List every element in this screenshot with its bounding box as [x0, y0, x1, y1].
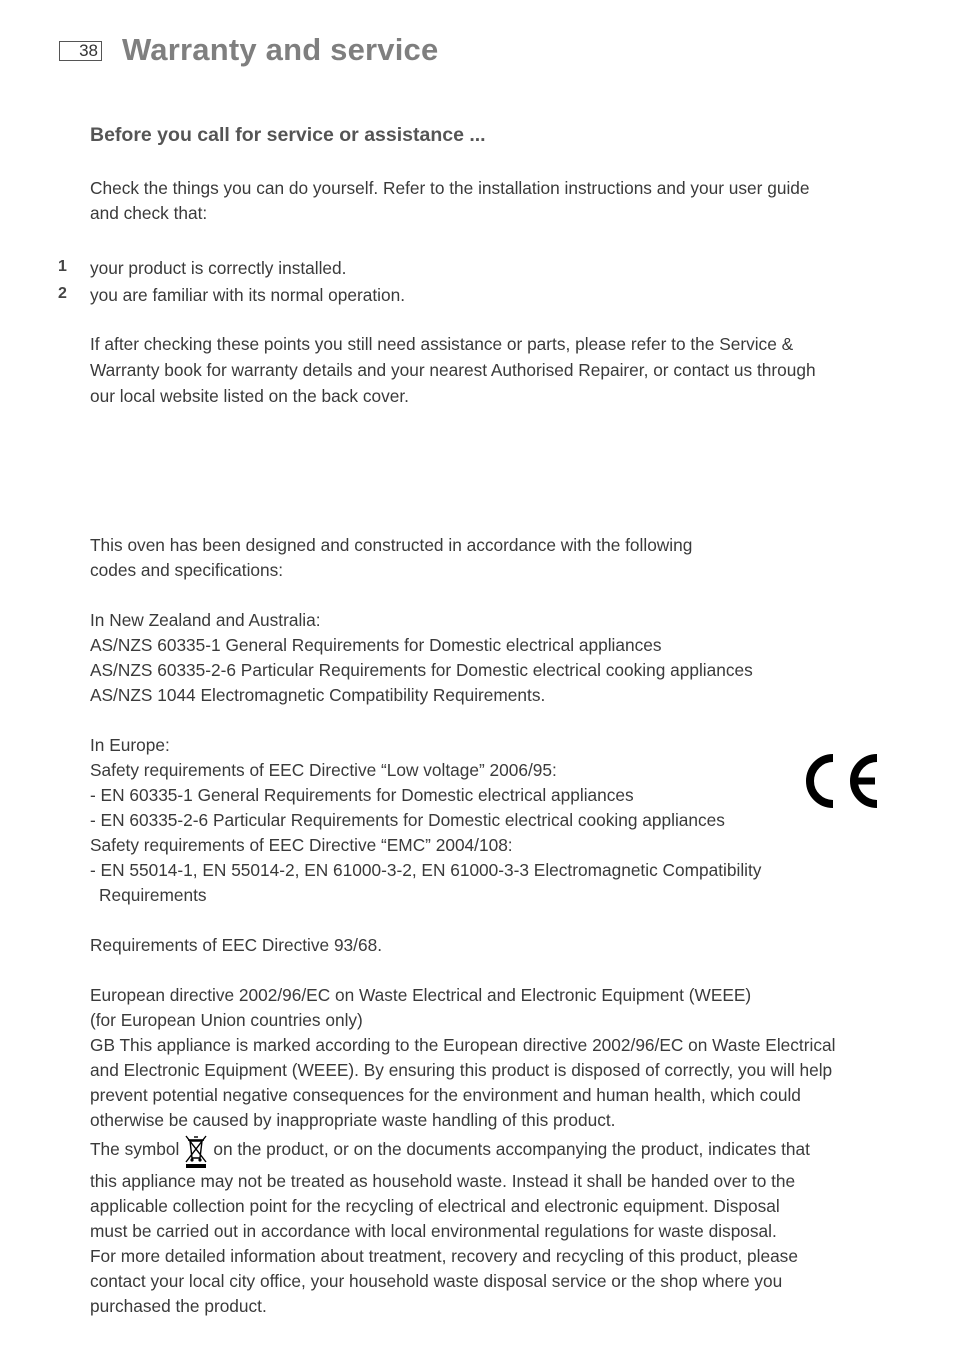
weee-line: (for European Union countries only) [90, 1010, 363, 1030]
service-intro-line: Check the things you can do yourself. Refer to the installation instructions and your user guide [90, 178, 810, 198]
crossed-out-bin-icon [183, 1133, 209, 1169]
page-number: 38 [59, 41, 102, 61]
service-intro [90, 176, 895, 226]
compliance-intro [90, 533, 895, 583]
standard-line: - EN 60335-2-6 Particular Requirements for Domestic electrical cooking appliances [90, 810, 725, 830]
weee-line: applicable collection point for the recycling of electrical and electronic equipment. Disposal [90, 1196, 780, 1216]
weee-line: prevent potential negative consequences for the environment and human health, which could [90, 1085, 801, 1105]
compliance-intro-line: codes and specifications: [90, 560, 284, 580]
standard-line: Safety requirements of EEC Directive “Low voltage” 2006/95: [90, 760, 557, 780]
ce-mark-icon [803, 750, 881, 812]
checklist-item: your product is correctly installed. [90, 258, 347, 278]
standard-line: AS/NZS 60335-2-6 Particular Requirements for Domestic electrical cooking appliances [90, 660, 753, 680]
weee-line: GB This appliance is marked according to the European directive 2002/96/EC on Waste Electrical [90, 1035, 836, 1055]
weee-symbol-line [90, 1133, 895, 1169]
compliance-intro-line: This oven has been designed and constructed in accordance with the following [90, 535, 693, 555]
service-followup [90, 331, 895, 409]
weee-line: otherwise be caused by inappropriate waste handling of this product. [90, 1110, 616, 1130]
followup-line: Warranty book for warranty details and your nearest Authorised Repairer, or contact us through [90, 360, 816, 380]
checklist-item: you are familiar with its normal operation. [90, 285, 406, 305]
weee-line: European directive 2002/96/EC on Waste Electrical and Electronic Equipment (WEEE) [90, 985, 752, 1005]
standard-line: In Europe: [90, 735, 170, 755]
weee-line: must be carried out in accordance with local environmental regulations for waste disposal. [90, 1221, 777, 1241]
followup-line: our local website listed on the back cover. [90, 386, 409, 406]
weee-line: this appliance may not be treated as household waste. Instead it shall be handed over to the [90, 1171, 796, 1191]
standard-line: In New Zealand and Australia: [90, 610, 321, 630]
weee-symbol-suffix: on the product, or on the documents accompanying the product, indicates that [213, 1139, 810, 1159]
weee-symbol-prefix: The symbol [90, 1139, 180, 1159]
checklist-number: 2 [58, 285, 67, 302]
weee-line: and Electronic Equipment (WEEE). By ensuring this product is disposed of correctly, you will help [90, 1060, 833, 1080]
europe-standards [90, 733, 895, 908]
weee-line: purchased the product. [90, 1296, 267, 1316]
standard-line: - EN 55014-1, EN 55014-2, EN 61000-3-2, EN 61000-3-3 Electromagnetic Compatibility [90, 860, 762, 880]
weee-line: contact your local city office, your household waste disposal service or the shop where you [90, 1271, 783, 1291]
standard-line: Requirements [99, 885, 207, 905]
checklist-number: 1 [58, 258, 67, 275]
service-intro-line: and check that: [90, 203, 208, 223]
weee-section [90, 983, 895, 1319]
eec-directive: Requirements of EEC Directive 93/68. [90, 935, 382, 955]
standard-line: Safety requirements of EEC Directive “EMC” 2004/108: [90, 835, 513, 855]
standard-line: AS/NZS 1044 Electromagnetic Compatibility Requirements. [90, 685, 546, 705]
standard-line: - EN 60335-1 General Requirements for Domestic electrical appliances [90, 785, 634, 805]
page-title: Warranty and service [122, 32, 439, 67]
nz-au-standards [90, 608, 895, 708]
weee-line: For more detailed information about treatment, recovery and recycling of this product, please [90, 1246, 798, 1266]
section-heading: Before you call for service or assistance ... [90, 124, 486, 146]
standard-line: AS/NZS 60335-1 General Requirements for Domestic electrical appliances [90, 635, 662, 655]
followup-line: If after checking these points you still need assistance or parts, please refer to the Service & [90, 334, 794, 354]
